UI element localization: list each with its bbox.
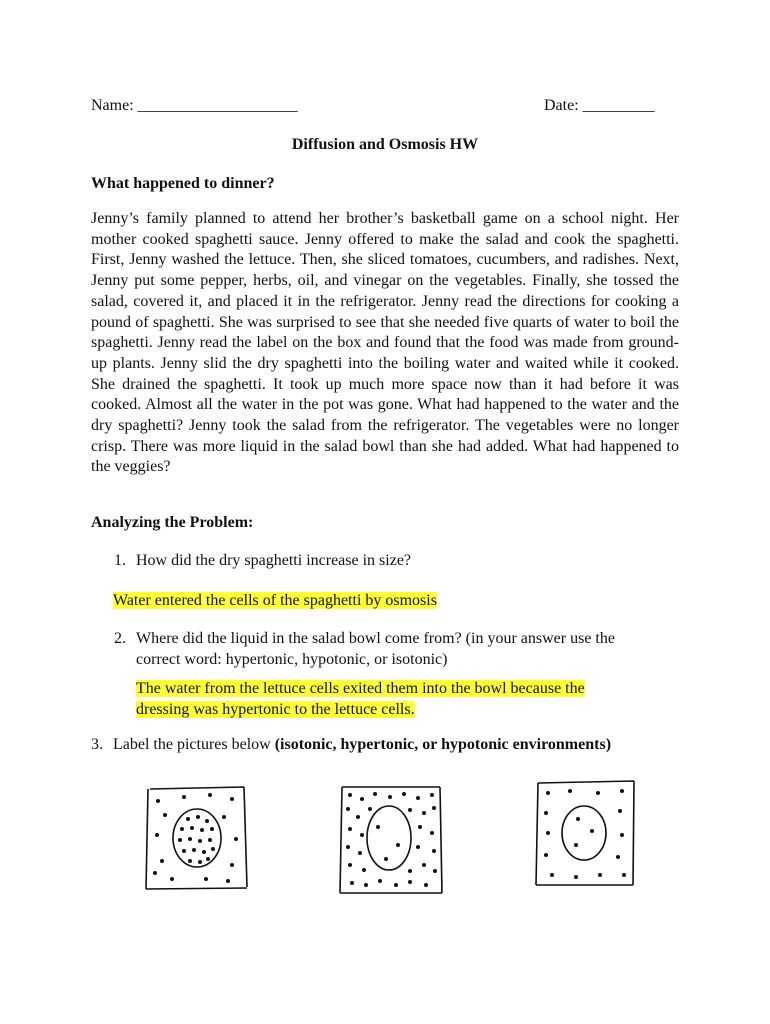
question-3-number: 3.	[91, 736, 103, 753]
story-paragraph: Jenny’s family planned to attend her brother’s basketball game on a school night. Her mother cooked spaghetti sauce. Jenny offered to make the salad and cook the spaghetti. First, Jenny washed the lettuce. Then, she sliced tomatoes, cucumbers, and radishes. Next, Jenny put some pepper, herbs, oil, and vinegar on the vegetables. Finally, she tossed the salad, covered it, and placed it in the refrigerator. Jenny read the directions for cooking a pound of spaghetti. She was surprised to see that she needed five quarts of water to boil the spaghetti. Jenny read the label on the box and found that the food was made from ground-up plants. Jenny slid the dry spaghetti into the boiling water and waited while it cooked. She drained the spaghetti. It took up much more space now than it had before it was cooked. Almost all the water in the pot was gone. What had happened to the water and the dry spaghetti? Jenny took the salad from the refrigerator. The vegetables were no longer crisp. There was more liquid in the salad bowl than she had added. What had happened to the veggies?	[91, 210, 679, 476]
question-1-text: How did the dry spaghetti increase in size?	[136, 552, 412, 569]
page-title: Diffusion and Osmosis HW	[291, 136, 479, 153]
question-1-answer: Water entered the cells of the spaghetti by osmosis	[113, 592, 437, 609]
cell-diagram-2	[340, 787, 442, 893]
cell-diagram-svg	[0, 775, 770, 900]
analyzing-heading: Analyzing the Problem:	[91, 514, 254, 531]
date-field: Date: _________	[544, 97, 655, 114]
question-2-answer-line1: The water from the lettuce cells exited them into the bowl because the	[136, 680, 585, 697]
name-field: Name: ____________________	[91, 97, 298, 114]
cell-diagram-1	[146, 787, 247, 889]
question-3-choices: (isotonic, hypertonic, or hypotonic environments)	[274, 736, 612, 753]
section-heading: What happened to dinner?	[91, 175, 275, 192]
question-2-number: 2.	[114, 630, 126, 647]
question-3-text: Label the pictures below	[113, 736, 271, 753]
cell-diagrams	[0, 775, 770, 900]
question-1-number: 1.	[114, 552, 126, 569]
cell-diagram-3	[536, 781, 634, 885]
cell-membrane-2	[367, 806, 411, 870]
question-2-text-line2: correct word: hypertonic, hypotonic, or isotonic)	[136, 651, 448, 668]
cell-membrane-3	[562, 806, 606, 860]
question-2-text-line1: Where did the liquid in the salad bowl come from? (in your answer use the	[136, 630, 615, 647]
question-2-answer-line2: dressing was hypertonic to the lettuce cells.	[136, 701, 415, 718]
